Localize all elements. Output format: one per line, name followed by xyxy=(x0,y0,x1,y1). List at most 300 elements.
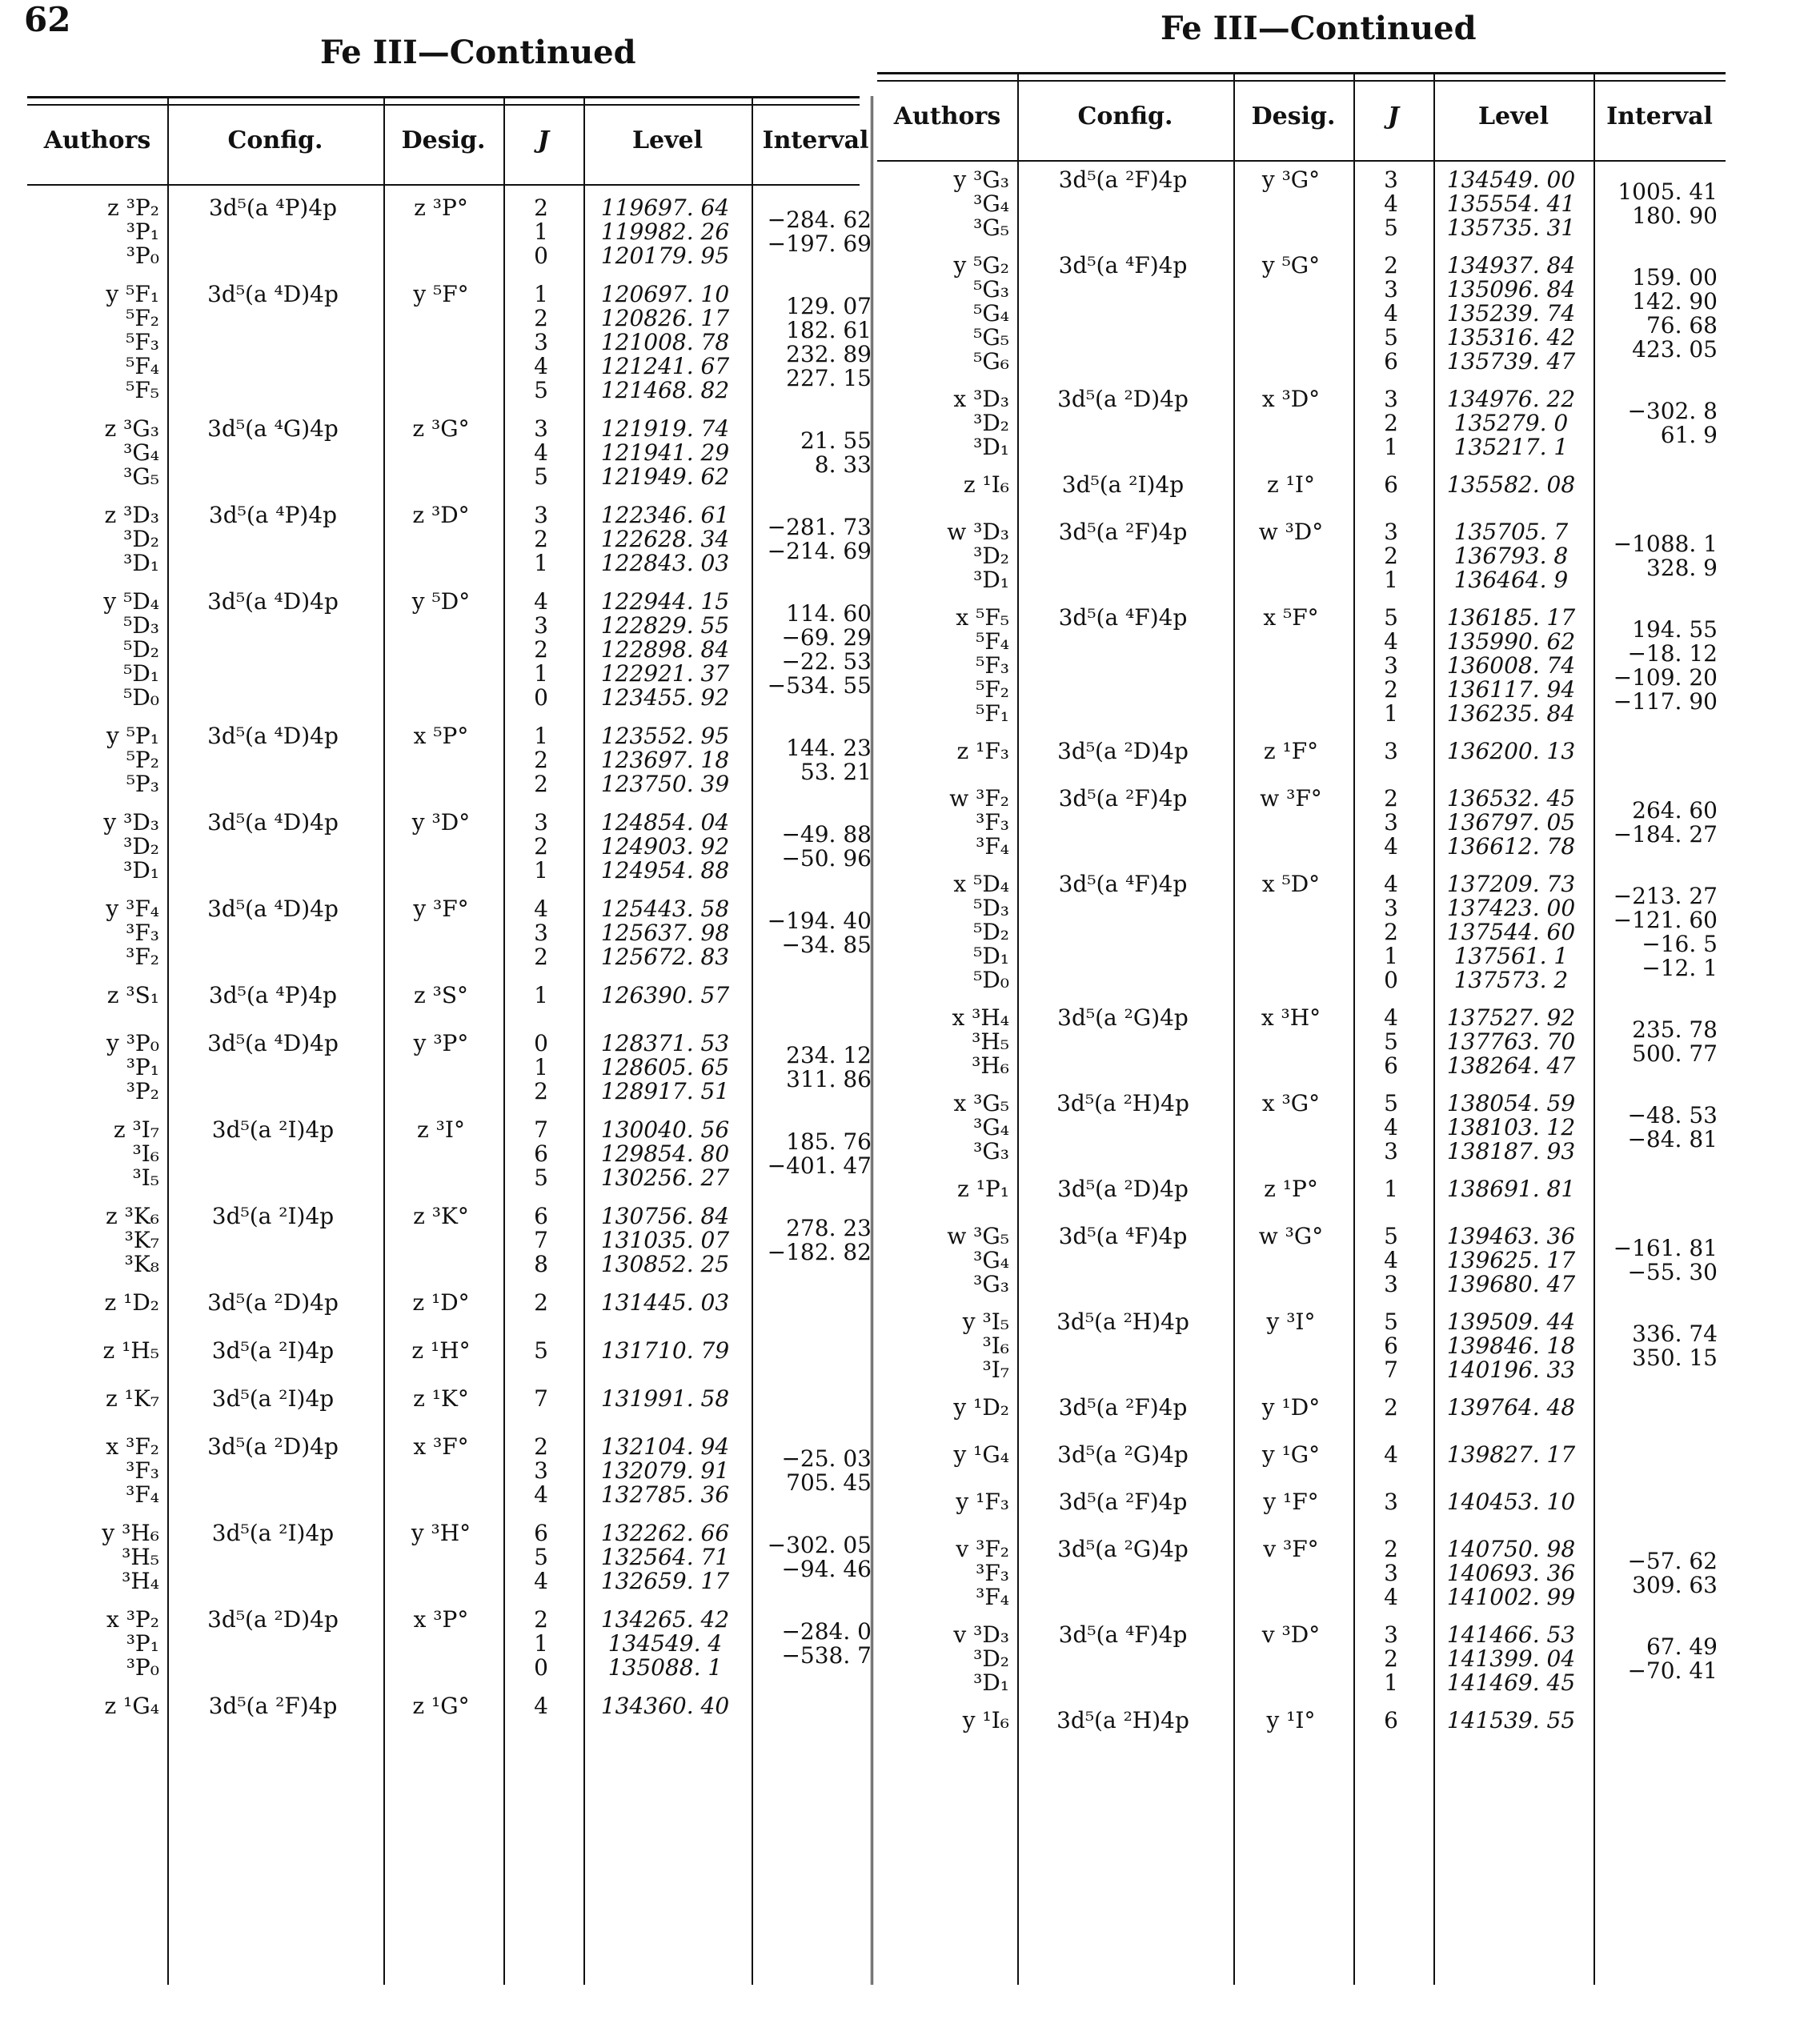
right-config-value: 3d⁵(a ⁴F)4p xyxy=(1058,604,1188,631)
right-authors-value: x ³G₅ xyxy=(953,1090,1009,1116)
left-desig-value: x ⁵P° xyxy=(413,723,469,749)
left-authors-value: y ⁵F₁ xyxy=(106,281,159,307)
right-level-group xyxy=(877,473,1726,497)
right-j-value: 2 xyxy=(1384,410,1398,436)
right-desig-value: z ¹P° xyxy=(1264,1176,1318,1202)
right-authors-value: ³F₃ xyxy=(976,1560,1009,1586)
right-config-value: 3d⁵(a ²H)4p xyxy=(1056,1707,1189,1733)
left-j-value: 2 xyxy=(534,771,548,797)
left-config-value: 3d⁵(a ⁴P)4p xyxy=(208,502,338,528)
right-levels-value: 137209. 73 xyxy=(1446,871,1576,897)
right-desig-value: w ³F° xyxy=(1260,785,1322,812)
right-intervals-value: −84. 81 xyxy=(1627,1126,1718,1152)
right-levels-value: 141002. 99 xyxy=(1446,1584,1576,1610)
left-desig-cell xyxy=(387,590,495,614)
left-authors-value: y ³D₃ xyxy=(103,809,159,836)
right-j-value: 1 xyxy=(1384,434,1398,460)
left-authors-value: ⁵P₂ xyxy=(126,747,159,773)
right-j-value: 6 xyxy=(1384,1052,1398,1079)
left-level-group xyxy=(27,1387,860,1411)
left-levels-value: 121949. 62 xyxy=(600,463,730,490)
left-levels-value: 135088. 1 xyxy=(607,1654,723,1681)
left-desig-value: y ³H° xyxy=(411,1520,471,1546)
left-authors-value: ⁵D₁ xyxy=(123,660,159,687)
right-intervals-value: 76. 68 xyxy=(1646,312,1718,339)
right-authors-value: ³D₁ xyxy=(973,1669,1009,1696)
left-desig-value: z ¹D° xyxy=(412,1289,470,1316)
left-levels-value: 121919. 74 xyxy=(600,415,730,442)
right-authors-value: z ¹I₆ xyxy=(963,471,1009,498)
right-desig-value: v ³D° xyxy=(1261,1621,1321,1648)
right-desig-cell xyxy=(1237,1490,1345,1514)
right-config-cell xyxy=(1020,1396,1225,1420)
left-authors-value: z ¹D₂ xyxy=(104,1289,159,1316)
left-config-value: 3d⁵(a ⁴D)4p xyxy=(207,723,339,749)
right-config-cell xyxy=(1020,1490,1225,1514)
left-config-value: 3d⁵(a ²I)4p xyxy=(211,1203,335,1229)
left-j-value: 4 xyxy=(534,1481,548,1508)
left-authors-value: ³G₅ xyxy=(123,463,159,490)
right-levels-value: 137423. 00 xyxy=(1446,895,1576,921)
left-intervals-cell xyxy=(755,1533,872,1581)
left-authors-value: ³P₀ xyxy=(126,242,159,269)
right-j-value: 3 xyxy=(1384,1621,1398,1648)
right-authors-cell xyxy=(880,520,1009,592)
left-desig-cell xyxy=(387,1204,495,1228)
right-column-header-level: Level xyxy=(1477,102,1549,130)
left-j-value: 2 xyxy=(534,636,548,663)
right-j-value: 4 xyxy=(1384,1114,1398,1140)
right-level-group xyxy=(877,1006,1726,1078)
right-config-cell xyxy=(1020,473,1225,497)
left-levels-value: 122843. 03 xyxy=(600,550,730,576)
right-j-value: 5 xyxy=(1384,214,1398,241)
right-config-cell xyxy=(1020,1177,1225,1201)
right-intervals-cell xyxy=(1597,180,1718,228)
right-config-cell xyxy=(1020,1537,1225,1561)
left-levels-value: 130852. 25 xyxy=(600,1251,730,1277)
left-levels-cell xyxy=(587,590,744,710)
right-level-group xyxy=(877,1537,1726,1609)
right-authors-value: ⁵F₃ xyxy=(976,652,1009,679)
right-intervals-cell xyxy=(1597,1635,1718,1683)
left-desig-value: z ³D° xyxy=(412,502,470,528)
left-intervals-value: 278. 23 xyxy=(786,1215,872,1241)
right-level-group xyxy=(877,739,1726,764)
left-config-cell xyxy=(170,417,375,441)
right-j-value: 3 xyxy=(1384,1271,1398,1297)
left-authors-cell xyxy=(30,1387,159,1411)
left-levels-value: 131445. 03 xyxy=(600,1289,730,1316)
left-desig-cell xyxy=(387,897,495,921)
left-j-value: 2 xyxy=(534,1289,548,1316)
left-column-header-level: Level xyxy=(631,126,704,154)
right-authors-value: ⁵G₅ xyxy=(973,324,1009,351)
right-levels-value: 141466. 53 xyxy=(1446,1621,1576,1648)
left-levels-cell xyxy=(587,1291,744,1315)
right-j-value: 2 xyxy=(1384,1394,1398,1421)
right-j-cell xyxy=(1357,1396,1425,1420)
left-authors-value: ⁵D₀ xyxy=(123,684,159,711)
left-config-value: 3d⁵(a ²I)4p xyxy=(211,1337,335,1364)
right-authors-value: ⁵F₄ xyxy=(976,628,1009,655)
right-levels-value: 141399. 04 xyxy=(1446,1645,1576,1672)
left-intervals-cell xyxy=(755,515,872,563)
right-j-cell xyxy=(1357,387,1425,459)
left-intervals-value: −534. 55 xyxy=(767,672,872,699)
right-j-value: 4 xyxy=(1384,1441,1398,1468)
right-authors-cell xyxy=(880,1623,1009,1695)
right-level-group xyxy=(877,520,1726,592)
left-authors-value: ³P₁ xyxy=(126,1630,159,1657)
right-levels-value: 139680. 47 xyxy=(1446,1271,1576,1297)
right-j-cell xyxy=(1357,787,1425,859)
left-intervals-value: −182. 82 xyxy=(767,1239,872,1265)
right-authors-cell xyxy=(880,1709,1009,1733)
right-levels-value: 139827. 17 xyxy=(1446,1441,1576,1468)
left-intervals-value: 311. 86 xyxy=(786,1066,872,1092)
right-authors-value: ⁵G₃ xyxy=(973,276,1009,303)
left-levels-cell xyxy=(587,1032,744,1104)
right-intervals-value: 500. 77 xyxy=(1632,1040,1718,1067)
right-levels-value: 141469. 45 xyxy=(1446,1669,1576,1696)
left-desig-value: y ³F° xyxy=(413,896,469,922)
left-j-value: 4 xyxy=(534,896,548,922)
left-config-cell xyxy=(170,196,375,220)
left-j-cell xyxy=(507,590,575,710)
left-authors-value: ³P₂ xyxy=(126,1078,159,1104)
left-levels-value: 132564. 71 xyxy=(600,1544,730,1570)
left-levels-value: 123552. 95 xyxy=(600,723,730,749)
right-levels-value: 135990. 62 xyxy=(1446,628,1576,655)
left-levels-value: 120179. 95 xyxy=(600,242,730,269)
left-intervals-value: −49. 88 xyxy=(781,821,872,848)
right-authors-value: v ³F₂ xyxy=(956,1536,1009,1562)
right-levels-value: 138691. 81 xyxy=(1446,1176,1576,1202)
right-j-value: 3 xyxy=(1384,276,1398,303)
left-intervals-value: 182. 61 xyxy=(786,317,872,343)
right-levels-cell xyxy=(1437,1177,1585,1201)
right-desig-value: x ³D° xyxy=(1261,386,1321,412)
right-levels-value: 139764. 48 xyxy=(1446,1394,1576,1421)
left-config-value: 3d⁵(a ⁴D)4p xyxy=(207,588,339,615)
right-levels-cell xyxy=(1437,787,1585,859)
right-desig-cell xyxy=(1237,872,1345,896)
right-authors-value: w ³D₃ xyxy=(947,519,1009,545)
right-levels-value: 135582. 08 xyxy=(1446,471,1576,498)
right-config-value: 3d⁵(a ²I)4p xyxy=(1061,471,1185,498)
left-j-value: 4 xyxy=(534,439,548,466)
right-config-cell xyxy=(1020,739,1225,764)
right-authors-value: w ³G₅ xyxy=(947,1223,1009,1249)
left-intervals-value: −94. 46 xyxy=(781,1556,872,1582)
right-desig-cell xyxy=(1237,787,1345,811)
left-intervals-value: −214. 69 xyxy=(767,538,872,564)
right-config-cell xyxy=(1020,1623,1225,1647)
right-j-value: 6 xyxy=(1384,348,1398,375)
left-config-value: 3d⁵(a ⁴P)4p xyxy=(208,982,338,1008)
left-desig-cell xyxy=(387,1339,495,1363)
right-column-header-j: J xyxy=(1387,102,1400,130)
left-desig-value: x ³P° xyxy=(413,1606,469,1633)
left-desig-value: y ⁵F° xyxy=(413,281,469,307)
left-levels-value: 132262. 66 xyxy=(600,1520,730,1546)
right-j-value: 2 xyxy=(1384,1536,1398,1562)
left-authors-value: ⁵F₅ xyxy=(126,377,159,403)
left-intervals-value: −50. 96 xyxy=(781,845,872,872)
right-j-value: 5 xyxy=(1384,1090,1398,1116)
right-intervals-value: −109. 20 xyxy=(1613,664,1718,691)
left-j-value: 1 xyxy=(534,857,548,884)
right-intervals-value: −302. 8 xyxy=(1627,398,1718,424)
left-authors-value: ³P₁ xyxy=(126,218,159,245)
left-desig-cell xyxy=(387,1435,495,1459)
left-levels-cell xyxy=(587,984,744,1008)
left-authors-cell xyxy=(30,503,159,575)
left-authors-value: ³D₂ xyxy=(123,526,159,552)
left-j-value: 1 xyxy=(534,723,548,749)
left-authors-value: y ³H₆ xyxy=(102,1520,159,1546)
left-j-value: 7 xyxy=(534,1227,548,1253)
right-intervals-value: −117. 90 xyxy=(1613,688,1718,715)
left-authors-value: z ³P₂ xyxy=(107,194,159,221)
right-j-value: 3 xyxy=(1384,738,1398,764)
left-authors-value: ³H₄ xyxy=(122,1568,159,1594)
right-levels-cell xyxy=(1437,473,1585,497)
left-desig-cell xyxy=(387,724,495,748)
right-levels-cell xyxy=(1437,387,1585,459)
left-intervals-value: 53. 21 xyxy=(800,759,872,785)
right-levels-cell xyxy=(1437,1537,1585,1609)
right-authors-cell xyxy=(880,1537,1009,1609)
right-levels-cell xyxy=(1437,1224,1585,1297)
left-j-value: 2 xyxy=(534,944,548,970)
left-authors-value: ⁵F₃ xyxy=(126,329,159,355)
right-levels-cell xyxy=(1437,1006,1585,1078)
right-j-value: 5 xyxy=(1384,604,1398,631)
right-levels-value: 136235. 84 xyxy=(1446,700,1576,727)
left-config-value: 3d⁵(a ²I)4p xyxy=(211,1116,335,1143)
left-levels-value: 120697. 10 xyxy=(600,281,730,307)
left-desig-value: y ⁵D° xyxy=(411,588,471,615)
right-levels-cell xyxy=(1437,1709,1585,1733)
left-j-value: 2 xyxy=(534,833,548,860)
right-levels-value: 136797. 05 xyxy=(1446,809,1576,836)
right-authors-value: ³D₂ xyxy=(973,410,1009,436)
right-desig-cell xyxy=(1237,1310,1345,1334)
left-j-value: 3 xyxy=(534,415,548,442)
right-j-value: 5 xyxy=(1384,1223,1398,1249)
left-levels-value: 130756. 84 xyxy=(600,1203,730,1229)
right-authors-value: ⁵F₂ xyxy=(976,676,1009,703)
right-desig-cell xyxy=(1237,1224,1345,1248)
right-config-value: 3d⁵(a ²D)4p xyxy=(1057,386,1189,412)
right-rule-top1 xyxy=(877,72,1726,74)
left-levels-value: 134265. 42 xyxy=(600,1606,730,1633)
right-intervals-value: −70. 41 xyxy=(1627,1657,1718,1684)
left-j-cell xyxy=(507,196,575,268)
right-desig-value: x ⁵D° xyxy=(1261,871,1321,897)
right-intervals-value: 328. 9 xyxy=(1646,555,1718,581)
left-authors-value: ⁵D₃ xyxy=(123,612,159,639)
left-j-cell xyxy=(507,1521,575,1593)
right-config-cell xyxy=(1020,254,1225,278)
left-levels-value: 121468. 82 xyxy=(600,377,730,403)
right-j-value: 2 xyxy=(1384,1645,1398,1672)
right-authors-value: x ⁵D₄ xyxy=(953,871,1009,897)
left-j-value: 3 xyxy=(534,1457,548,1484)
left-intervals-value: 8. 33 xyxy=(814,451,872,478)
right-levels-value: 136008. 74 xyxy=(1446,652,1576,679)
right-levels-value: 137763. 70 xyxy=(1446,1028,1576,1055)
page-number: 62 xyxy=(24,0,71,39)
right-j-value: 1 xyxy=(1384,1176,1398,1202)
left-authors-cell xyxy=(30,1435,159,1507)
left-j-value: 1 xyxy=(534,1630,548,1657)
left-j-cell xyxy=(507,1204,575,1277)
right-j-value: 2 xyxy=(1384,676,1398,703)
right-j-value: 3 xyxy=(1384,166,1398,193)
left-intervals-cell xyxy=(755,208,872,256)
left-levels-value: 123697. 18 xyxy=(600,747,730,773)
left-intervals-cell xyxy=(755,1620,872,1668)
right-column-header-authors: Authors xyxy=(893,102,1001,130)
right-authors-value: ⁵G₆ xyxy=(973,348,1009,375)
left-authors-cell xyxy=(30,1694,159,1718)
left-j-cell xyxy=(507,1608,575,1680)
right-intervals-cell xyxy=(1597,399,1718,447)
right-intervals-cell xyxy=(1597,1322,1718,1370)
left-authors-cell xyxy=(30,1118,159,1190)
left-desig-value: z ¹K° xyxy=(413,1385,469,1412)
right-authors-value: ⁵D₃ xyxy=(973,895,1009,921)
table-divider xyxy=(871,96,873,1985)
left-desig-cell xyxy=(387,1291,495,1315)
left-levels-value: 124954. 88 xyxy=(600,857,730,884)
right-j-value: 5 xyxy=(1384,1309,1398,1335)
left-desig-cell xyxy=(387,417,495,441)
right-j-cell xyxy=(1357,1310,1425,1382)
left-levels-value: 132079. 91 xyxy=(600,1457,730,1484)
left-levels-value: 122829. 55 xyxy=(600,612,730,639)
right-authors-value: ³G₄ xyxy=(973,1247,1009,1273)
right-levels-cell xyxy=(1437,1623,1585,1695)
right-j-value: 2 xyxy=(1384,543,1398,569)
left-j-value: 1 xyxy=(534,550,548,576)
left-j-value: 1 xyxy=(534,218,548,245)
left-config-value: 3d⁵(a ⁴G)4p xyxy=(207,415,339,442)
right-authors-value: ³G₅ xyxy=(973,214,1009,241)
right-config-cell xyxy=(1020,1443,1225,1467)
right-levels-value: 136793. 8 xyxy=(1453,543,1569,569)
right-j-value: 1 xyxy=(1384,1669,1398,1696)
left-levels-cell xyxy=(587,1694,744,1718)
left-level-group xyxy=(27,1694,860,1718)
right-intervals-value: −18. 12 xyxy=(1627,640,1718,667)
right-authors-value: ³G₄ xyxy=(973,190,1009,217)
right-desig-cell xyxy=(1237,1006,1345,1030)
right-level-group xyxy=(877,606,1726,726)
right-j-value: 4 xyxy=(1384,300,1398,327)
left-config-value: 3d⁵(a ²F)4p xyxy=(208,1693,338,1719)
right-column-header-desig: Desig. xyxy=(1251,102,1336,130)
left-levels-value: 123750. 39 xyxy=(600,771,730,797)
right-levels-value: 136612. 78 xyxy=(1446,833,1576,860)
left-intervals-cell xyxy=(755,1216,872,1264)
right-desig-value: z ¹I° xyxy=(1267,471,1315,498)
left-authors-value: ³D₁ xyxy=(123,550,159,576)
left-levels-value: 122628. 34 xyxy=(600,526,730,552)
right-config-cell xyxy=(1020,387,1225,411)
right-levels-cell xyxy=(1437,606,1585,726)
right-authors-value: y ³G₃ xyxy=(953,166,1009,193)
left-j-cell xyxy=(507,1387,575,1411)
right-j-value: 4 xyxy=(1384,833,1398,860)
left-intervals-cell xyxy=(755,1447,872,1495)
left-authors-value: ⁵P₃ xyxy=(126,771,159,797)
left-j-cell xyxy=(507,811,575,883)
left-j-cell xyxy=(507,417,575,489)
left-config-value: 3d⁵(a ²D)4p xyxy=(207,1289,339,1316)
left-authors-value: ³P₀ xyxy=(126,1654,159,1681)
left-desig-cell xyxy=(387,283,495,307)
right-authors-value: ³I₆ xyxy=(982,1333,1009,1359)
right-config-value: 3d⁵(a ⁴F)4p xyxy=(1058,252,1188,279)
right-intervals-value: 194. 55 xyxy=(1632,616,1718,643)
left-j-value: 3 xyxy=(534,809,548,836)
left-config-value: 3d⁵(a ⁴D)4p xyxy=(207,281,339,307)
right-intervals-value: 67. 49 xyxy=(1646,1633,1718,1660)
left-levels-value: 132785. 36 xyxy=(600,1481,730,1508)
left-level-group xyxy=(27,1433,872,1508)
left-intervals-value: 144. 23 xyxy=(786,735,872,761)
right-authors-value: ³G₃ xyxy=(973,1271,1009,1297)
left-column-header-j: J xyxy=(537,126,550,154)
right-j-value: 4 xyxy=(1384,1247,1398,1273)
right-intervals-value: 159. 00 xyxy=(1632,264,1718,291)
left-levels-value: 121241. 67 xyxy=(600,353,730,379)
right-config-value: 3d⁵(a ²D)4p xyxy=(1057,1176,1189,1202)
right-j-cell xyxy=(1357,168,1425,240)
left-desig-cell xyxy=(387,1608,495,1632)
right-desig-value: y ³I° xyxy=(1266,1309,1316,1335)
left-j-value: 0 xyxy=(534,242,548,269)
right-desig-value: y ¹D° xyxy=(1261,1394,1321,1421)
right-authors-value: y ¹F₃ xyxy=(956,1489,1009,1515)
right-desig-value: w ³G° xyxy=(1258,1223,1324,1249)
right-levels-value: 139509. 44 xyxy=(1446,1309,1576,1335)
right-desig-value: y ³G° xyxy=(1261,166,1321,193)
right-j-cell xyxy=(1357,872,1425,992)
left-levels-cell xyxy=(587,417,744,489)
left-intervals-value: −281. 73 xyxy=(767,514,872,540)
right-authors-value: ⁵F₁ xyxy=(976,700,1009,727)
right-levels-cell xyxy=(1437,520,1585,592)
left-intervals-value: −538. 7 xyxy=(781,1642,872,1669)
left-levels-value: 132104. 94 xyxy=(600,1433,730,1460)
right-intervals-value: 264. 60 xyxy=(1632,797,1718,824)
right-authors-value: y ¹I₆ xyxy=(962,1707,1009,1733)
right-level-group xyxy=(877,1623,1726,1695)
left-j-value: 4 xyxy=(534,353,548,379)
right-j-value: 4 xyxy=(1384,190,1398,217)
right-levels-value: 138054. 59 xyxy=(1446,1090,1576,1116)
right-levels-cell xyxy=(1437,1443,1585,1467)
left-authors-value: ³G₄ xyxy=(123,439,159,466)
left-j-value: 4 xyxy=(534,1693,548,1719)
left-j-value: 5 xyxy=(534,377,548,403)
left-level-group xyxy=(27,415,872,490)
